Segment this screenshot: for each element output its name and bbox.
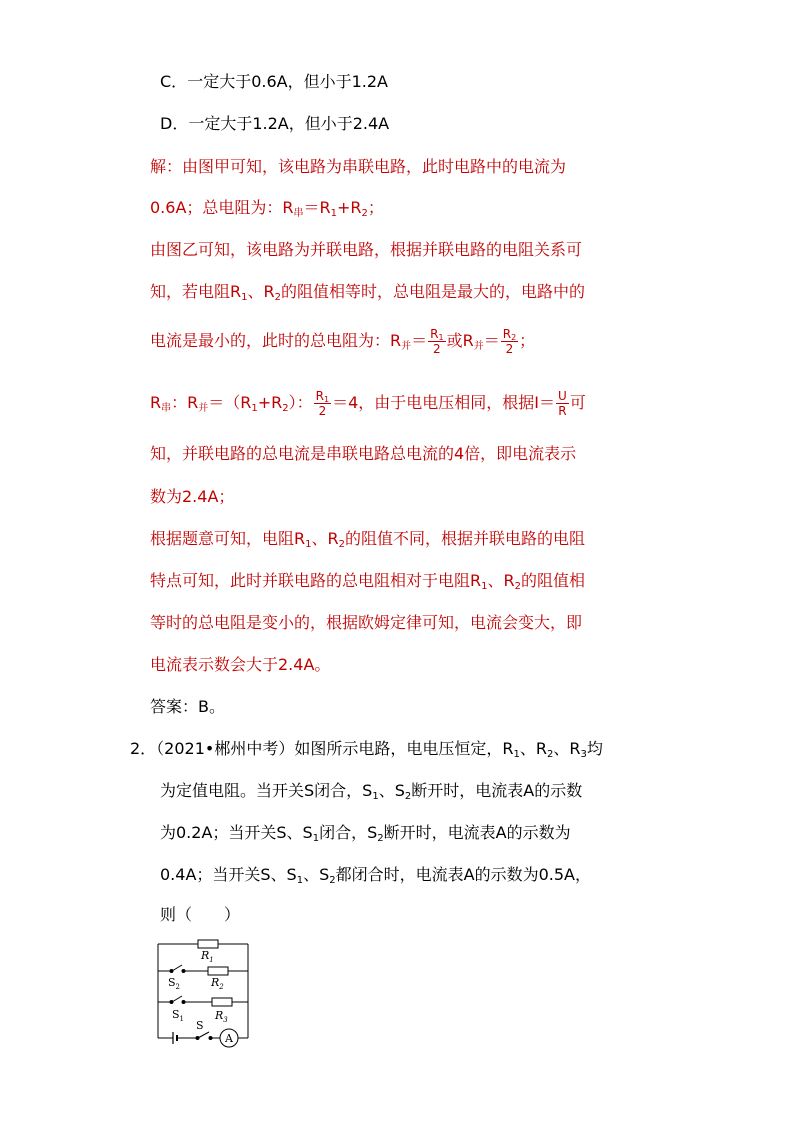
- r2-label: $R_2$: [211, 976, 224, 991]
- fraction-r2-over-2: $\frac{R_2}{2}$: [502, 327, 517, 356]
- solution-line-8: 数为2.4A；: [150, 487, 235, 506]
- solution-line-1: 解：由图甲可知，该电路为串联电路，此时电路中的电流为: [150, 157, 567, 176]
- solution-line-10: 特点可知，此时并联电路的总电阻相对于电阻$R_1$、$R_2$的阻值相: [150, 571, 586, 592]
- question-2-line-4: 0.4A；当开关S、$S_1$、$S_2$都闭合时，电流表A的示数为0.5A，: [160, 865, 591, 886]
- option-c-text: 一定大于0.6A，但小于1.2A: [187, 72, 388, 91]
- option-d-letter: D．: [160, 114, 189, 133]
- question-2-line-1: 2．（2021•郴州中考）如图所示电路，电电压恒定，$R_1$、$R_2$、$R_3$均: [130, 739, 603, 760]
- resistor-r1: [198, 940, 218, 948]
- solution-line-12: 电流表示数会大于2.4A。: [150, 655, 331, 674]
- solution-line-4: 知，若电阻$R_1$、$R_2$的阻值相等时，总电阻是最大的，电路中的: [150, 282, 586, 303]
- solution-line-2: 0.6A；总电阻为：$R_串=R_1+R_2$；: [150, 198, 384, 219]
- circuit-diagram: [150, 938, 256, 1050]
- resistor-r2: [208, 967, 228, 975]
- question-2-line-5: 则（ ）: [160, 905, 241, 924]
- r3-label: $R_3$: [215, 1009, 228, 1024]
- question-2-line-2: 为定值电阻。当开关S闭合，$S_1$、$S_2$断开时，电流表A的示数: [160, 781, 583, 802]
- solution-line-6: $R_串$：$R_并=(R_1+R_2)$： $\frac{R_1}{2}$ ＝4，由于电电压相同，根据I＝ $\frac{U}{R}$ 可: [150, 389, 586, 418]
- switch-s: [198, 1032, 209, 1038]
- option-d-text: 一定大于1.2A，但小于2.4A: [188, 114, 390, 133]
- s1-label: $S_1$: [172, 1008, 185, 1023]
- fraction-r1-over-2: $\frac{R_1}{2}$: [315, 389, 330, 418]
- answer-line: 答案：B。: [150, 697, 225, 716]
- switch-s1: [172, 996, 182, 1002]
- s2-label: $S_2$: [168, 976, 181, 991]
- option-d: [160, 112, 389, 136]
- solution-line-7: 知，并联电路的总电流是串联电路总电流的4倍，即电流表示: [150, 444, 577, 463]
- option-c-letter: C．: [160, 72, 188, 91]
- resistor-r3: [212, 998, 232, 1006]
- option-c: [160, 70, 388, 94]
- r1-label: $R_1$: [201, 949, 214, 964]
- s-label: S: [196, 1019, 204, 1032]
- solution-line-3: 由图乙可知，该电路为并联电路，根据并联电路的电阻关系可: [150, 240, 583, 259]
- solution-line-5: 电流是最小的，此时的总电阻为：$R_并=$ $\frac{R_1}{2}$ 或$R_并=$ $\frac{R_2}{2}$ ；: [150, 327, 536, 356]
- fraction-r1-over-2: $\frac{R_1}{2}$: [430, 327, 444, 356]
- solution-line-11: 等时的总电阻是变小的，根据欧姆定律可知，电流会变大，即: [150, 613, 583, 632]
- fraction-u-over-r: $\frac{U}{R}$: [558, 389, 567, 418]
- question-2-line-3: 为0.2A；当开关S、$S_1$闭合，$S_2$断开时，电流表A的示数为: [160, 823, 571, 844]
- switch-s2: [172, 965, 182, 971]
- ammeter-label: A: [225, 1032, 233, 1045]
- solution-line-9: 根据题意可知，电阻$R_1$、$R_2$的阻值不同，根据并联电路的电阻: [150, 529, 586, 550]
